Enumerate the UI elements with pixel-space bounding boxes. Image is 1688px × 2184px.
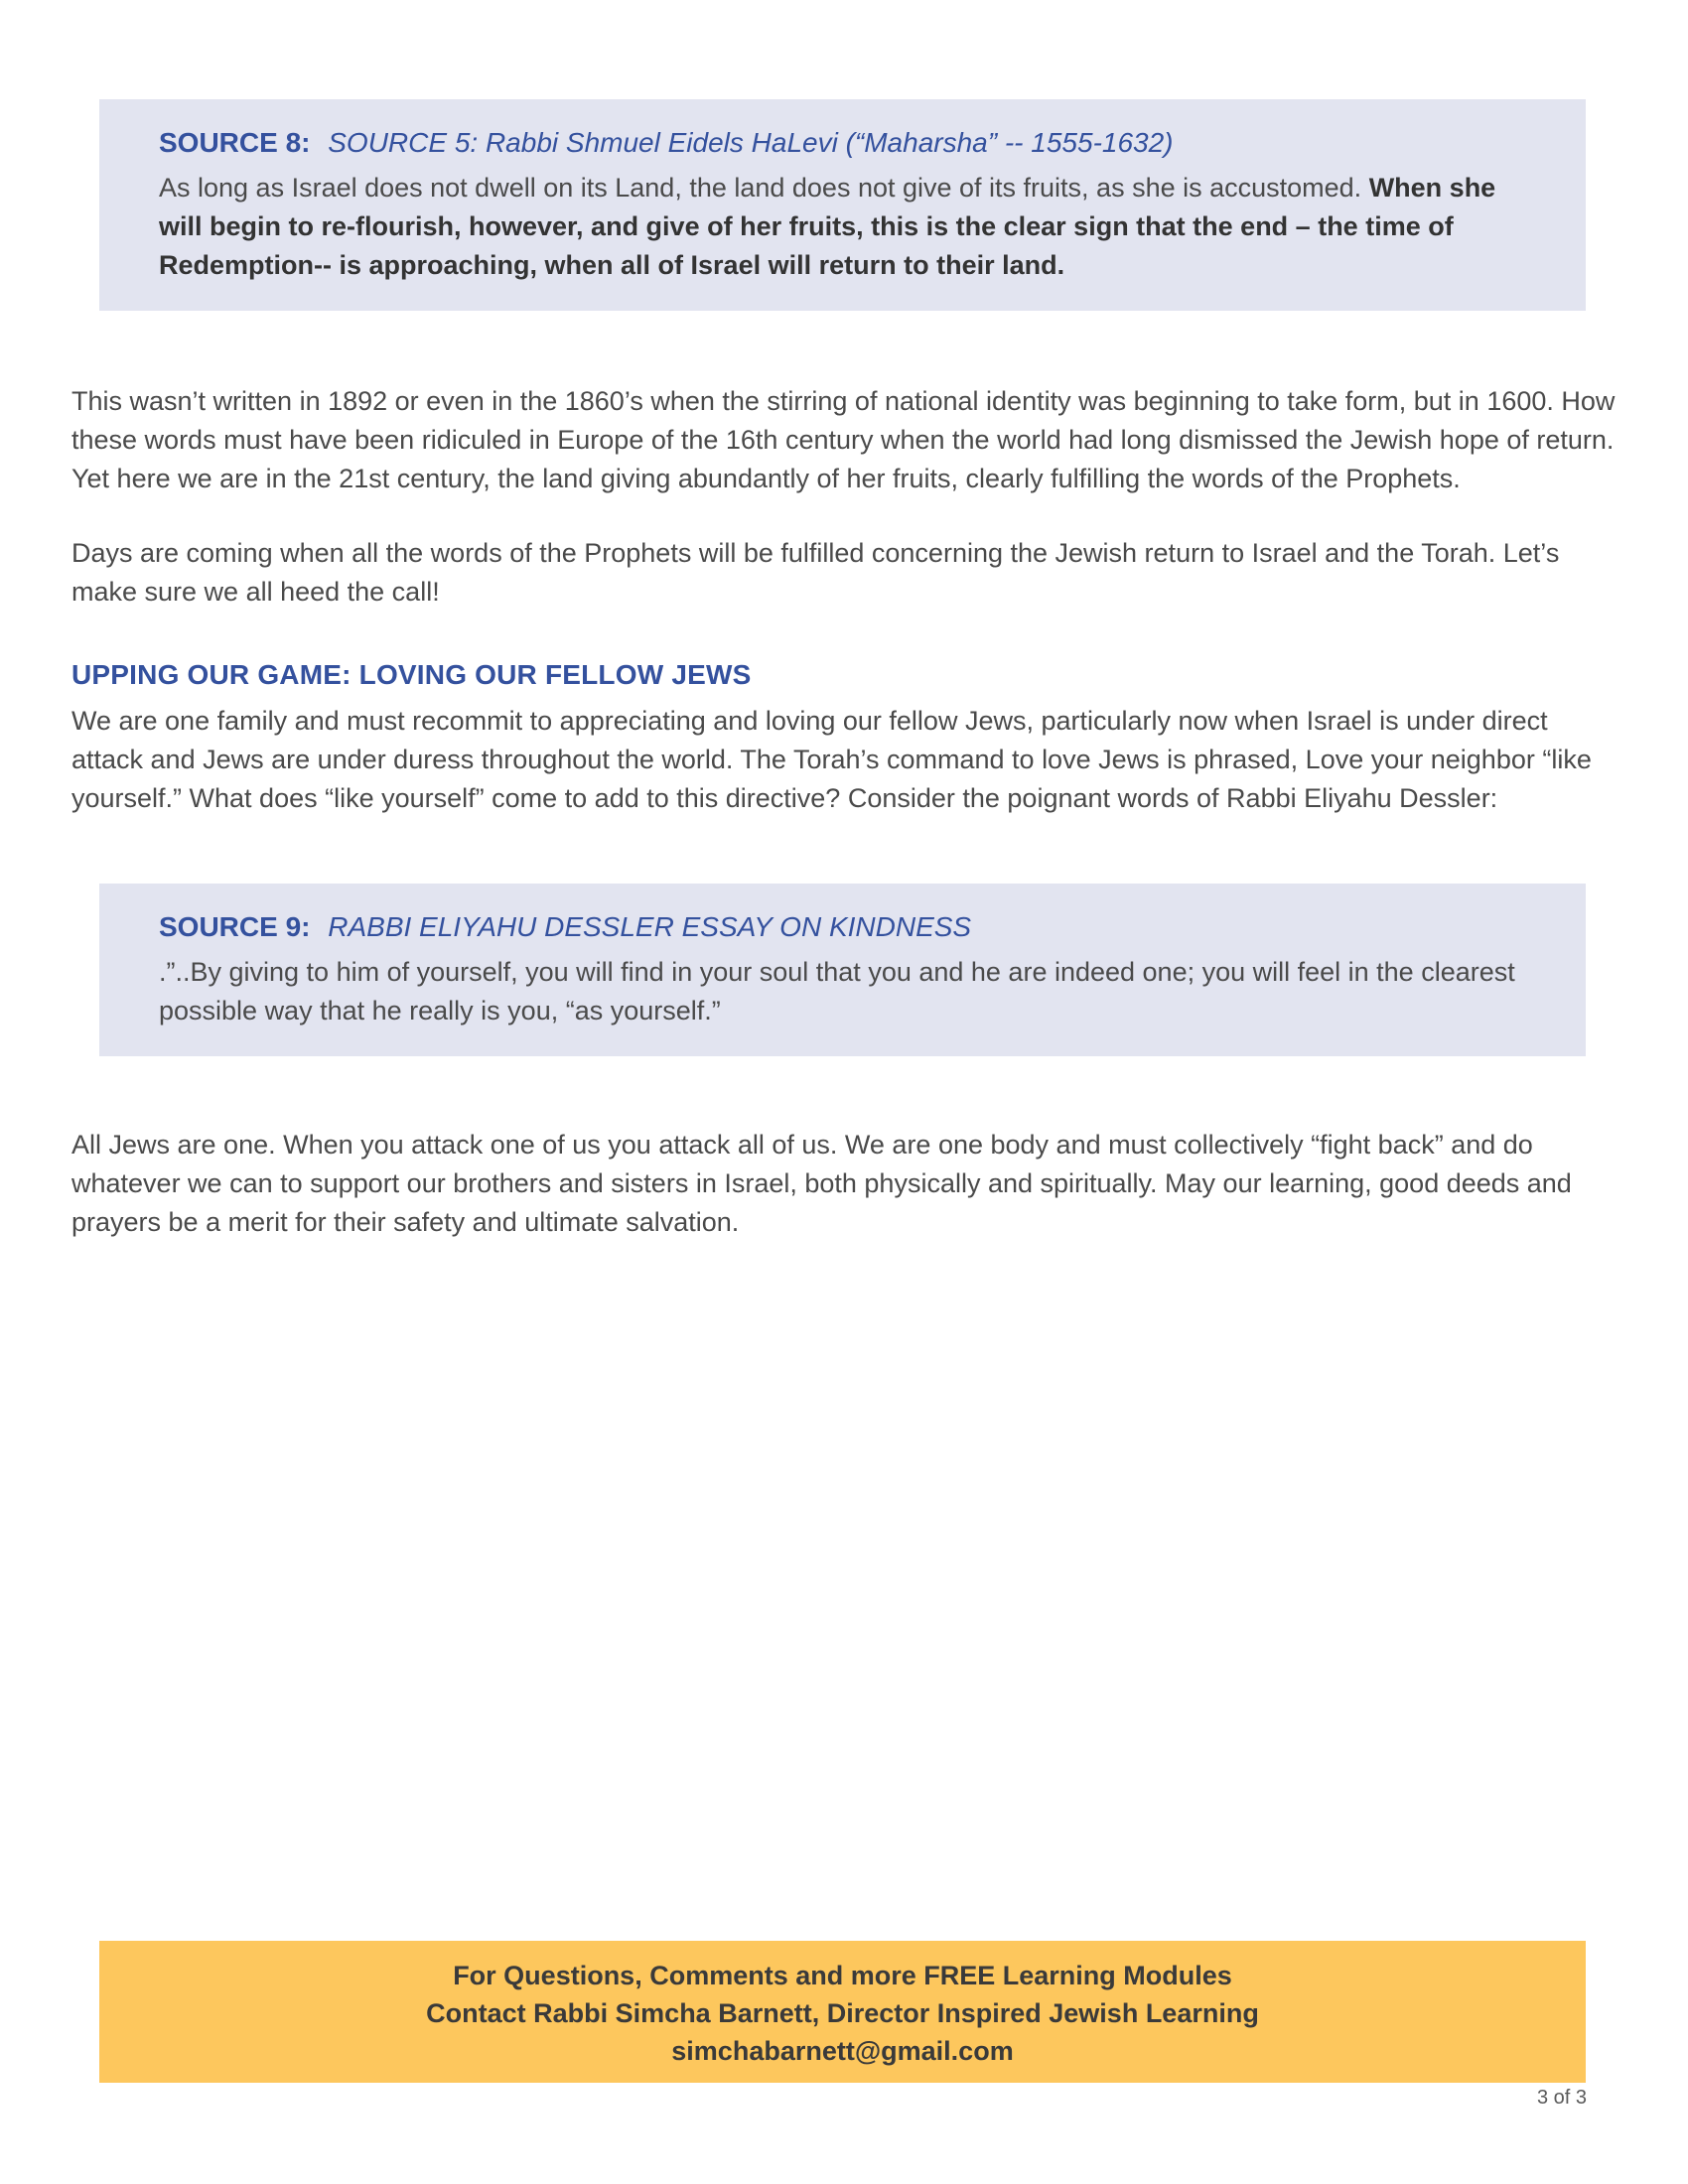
source8-label: SOURCE 8:: [159, 127, 311, 158]
source8-body: [159, 169, 1531, 285]
source9-heading: [159, 907, 1531, 947]
paragraph-not-written-1892: This wasn’t written in 1892 or even in the 1860’s when the stirring of national identity was beginning to take form, but in 1600. How these words must have been ridiculed in Europe of the 16th century when the world had long dismissed the Jewish hope of return. Yet here we are in the 21st century, the land giving abundantly of her fruits, clearly fulfilling the words of the Prophets.: [71, 386, 1616, 493]
footer-line-questions: For Questions, Comments and more FREE Learning Modules: [453, 1961, 1232, 1990]
source9-body: .”..By giving to him of yourself, you will find in your soul that you and he are indeed one; you will feel in the clearest possible way that he really is you, “as yourself.”: [159, 957, 1515, 1025]
source8-body-bold: When she will begin to re-flourish, however, and give of her fruits, this is the clear sign that the end – the time of Redemption-- is approaching, when all of Israel will return to their land.: [159, 173, 1496, 280]
page-number: 3 of 3: [1536, 2087, 1587, 2109]
source8-body-regular: As long as Israel does not dwell on its Land, the land does not give of its fruits, as she is accustomed.: [159, 173, 1369, 203]
source8-heading: [159, 123, 1531, 163]
source9-box: [99, 884, 1586, 1056]
source8-box: [99, 99, 1586, 311]
paragraph-all-jews-are-one: All Jews are one. When you attack one of us you attack all of us. We are one body and must collectively “fight back” and do whatever we can to support our brothers and sisters in Israel, both physically and spiritually. May our learning, good deeds and prayers be a merit for their safety and ultimate salvation.: [71, 1130, 1572, 1237]
footer-line-contact: Contact Rabbi Simcha Barnett, Director Inspired Jewish Learning: [426, 1998, 1259, 2028]
footer-email: simchabarnett@gmail.com: [671, 2036, 1014, 2066]
section-heading-upping-our-game: UPPING OUR GAME: LOVING OUR FELLOW JEWS: [71, 659, 752, 690]
footer-contact-box: [99, 1941, 1586, 2083]
paragraph-one-family: We are one family and must recommit to appreciating and loving our fellow Jews, particularly now when Israel is under direct attack and Jews are under duress throughout the world. The Torah’s command to love Jews is phrased, Love your neighbor “like yourself.” What does “like yourself” come to add to this directive? Consider the poignant words of Rabbi Eliyahu Dessler:: [71, 706, 1592, 813]
source9-title: RABBI ELIYAHU DESSLER ESSAY ON KINDNESS: [328, 911, 972, 942]
paragraph-days-are-coming: Days are coming when all the words of the Prophets will be fulfilled concerning the Jewish return to Israel and the Torah. Let’s make sure we all heed the call!: [71, 538, 1560, 607]
source8-title: SOURCE 5: Rabbi Shmuel Eidels HaLevi (“Maharsha” -- 1555-1632): [328, 127, 1174, 158]
source9-label: SOURCE 9:: [159, 911, 311, 942]
